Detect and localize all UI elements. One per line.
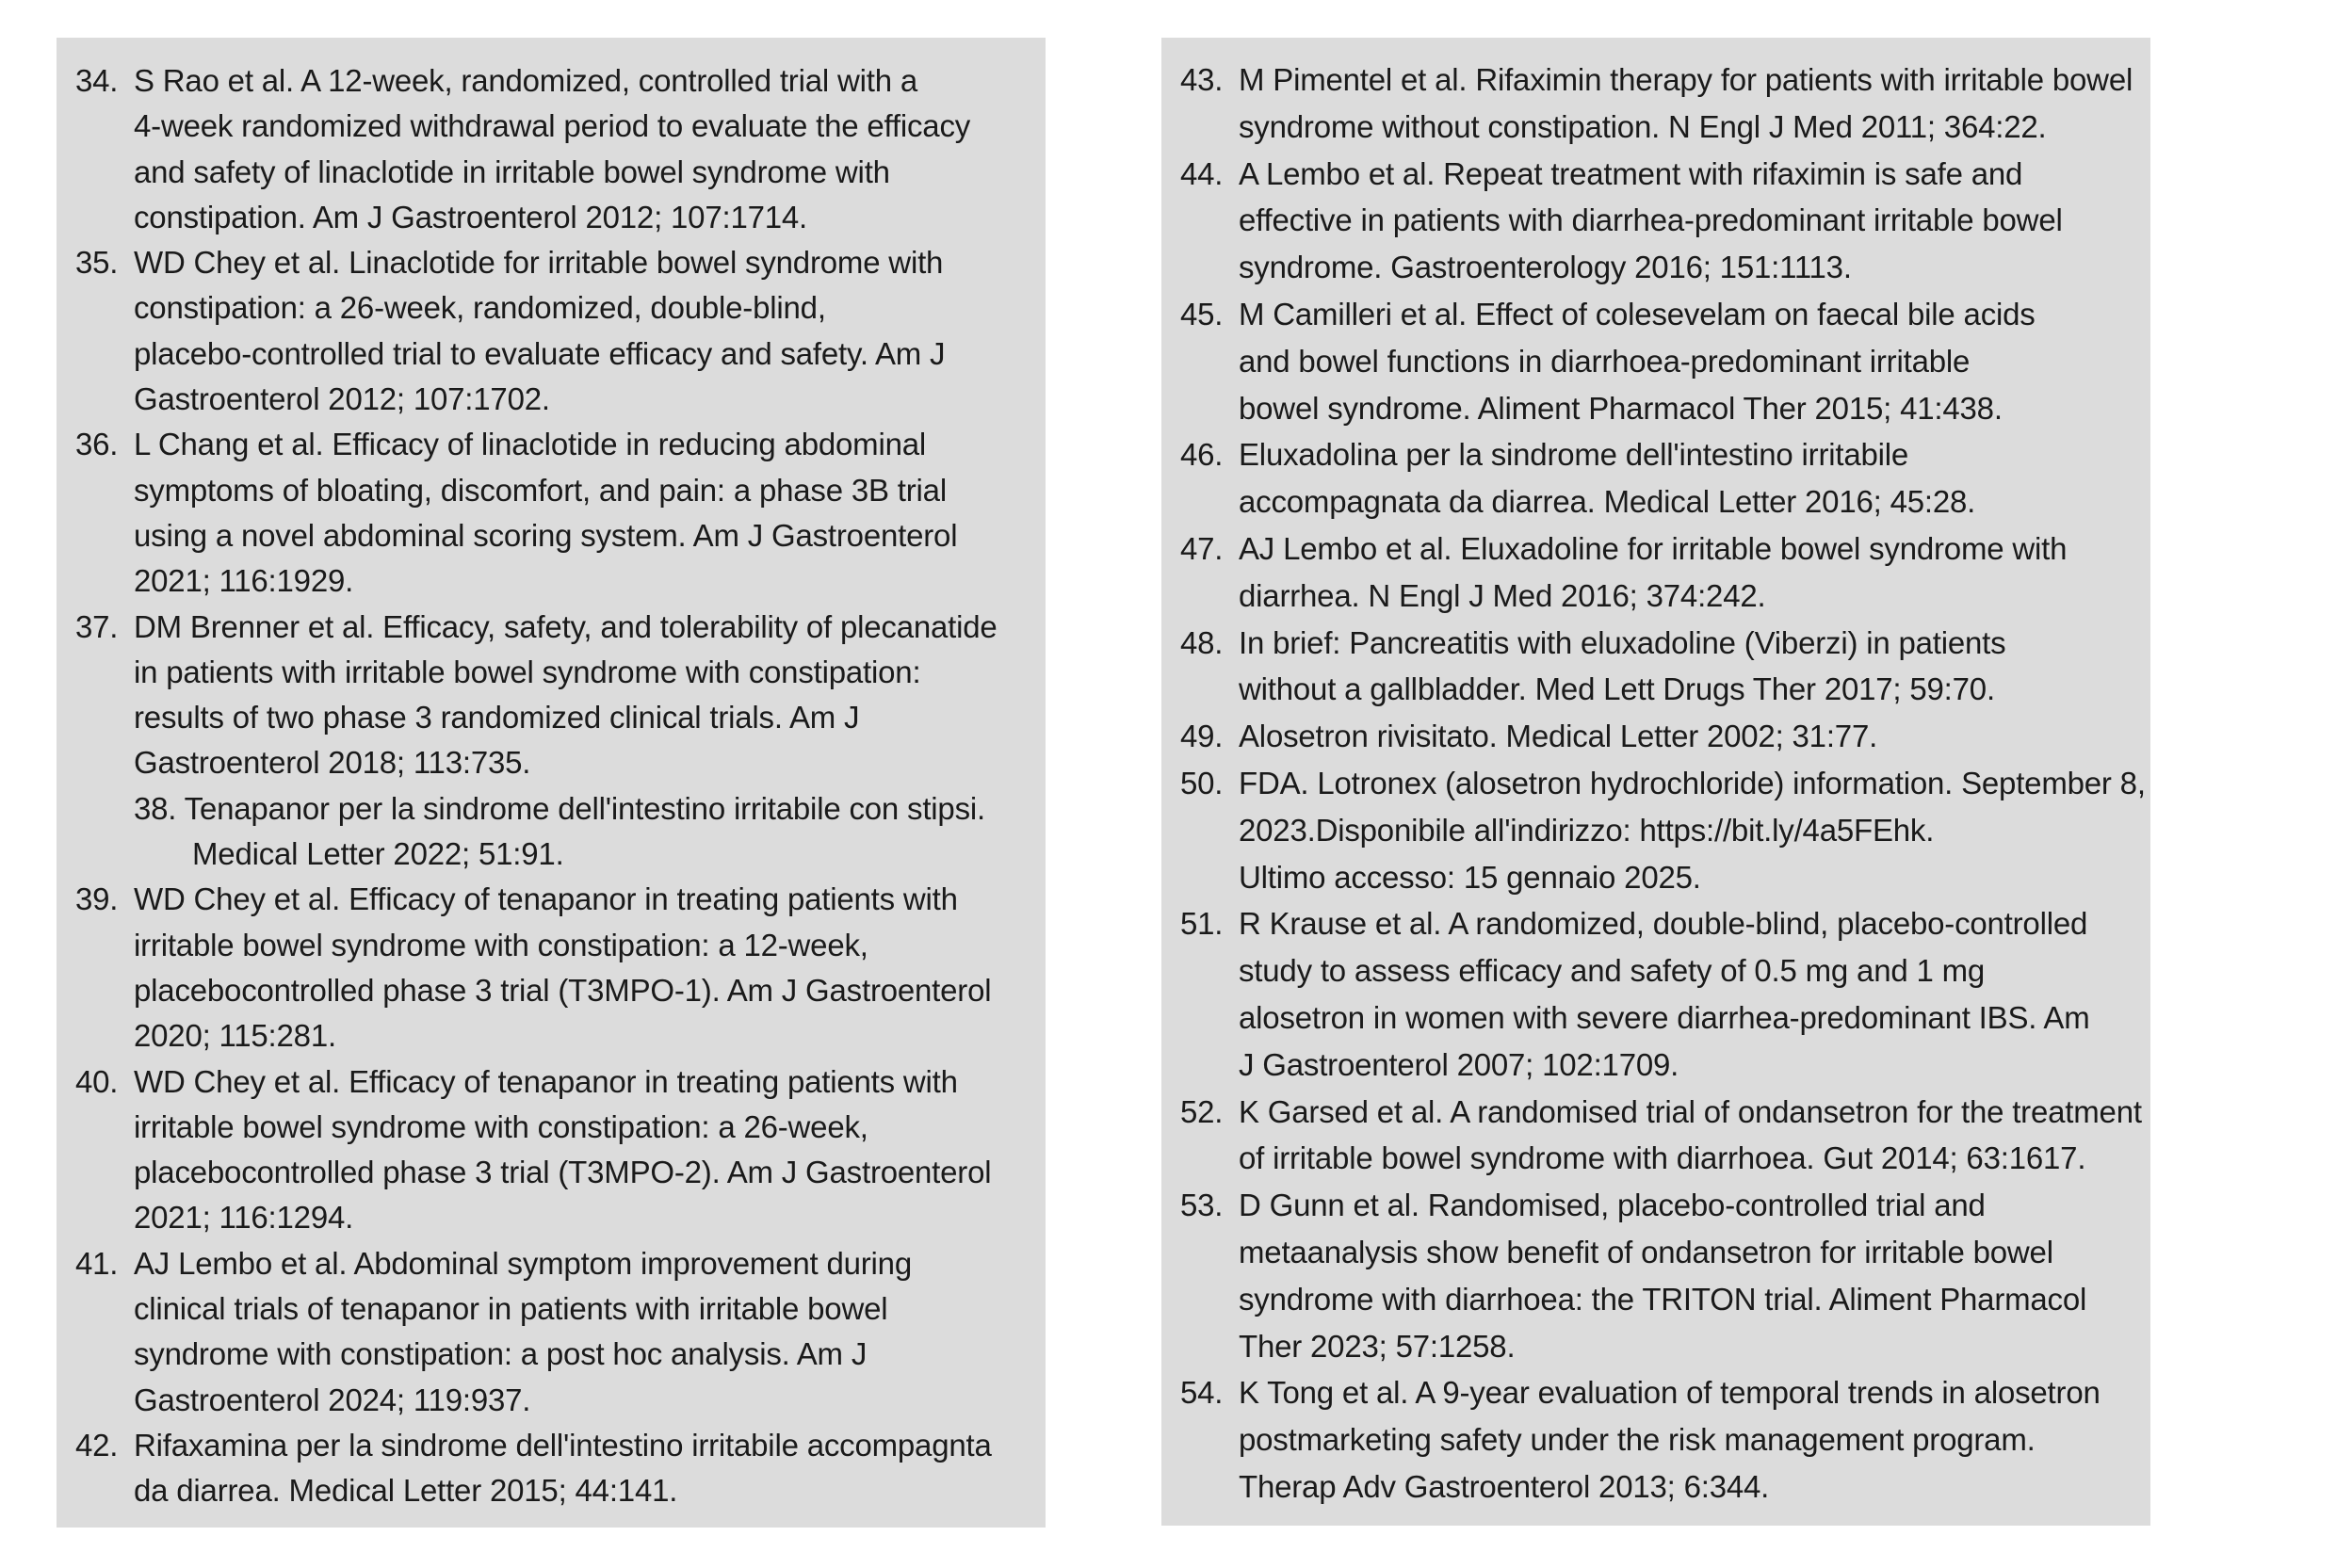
reference-number: 52. — [1180, 1093, 1224, 1129]
reference-line: using a novel abdominal scoring system. Am J Gastroenterol — [134, 517, 958, 553]
reference-line: and safety of linaclotide in irritable bowel syndrome with — [134, 154, 890, 189]
reference-line: M Camilleri et al. Effect of colesevelam on faecal bile acids — [1239, 296, 2036, 331]
reference-item — [1180, 151, 2132, 291]
reference-line: constipation: a 26-week, randomized, double-blind, — [134, 290, 826, 326]
reference-line: 2021; 116:1929. — [134, 563, 354, 599]
reference-text — [1239, 151, 2132, 291]
reference-line: clinical trials of tenapanor in patients with irritable bowel — [134, 1291, 888, 1327]
reference-item — [75, 1059, 1027, 1241]
reference-line: 2021; 116:1294. — [134, 1200, 354, 1236]
reference-item — [1180, 1369, 2132, 1510]
reference-number: 45. — [1180, 296, 1224, 331]
reference-number: 50. — [1180, 765, 1224, 800]
reference-line: D Gunn et al. Randomised, placebo-controlled trial and — [1239, 1188, 1986, 1223]
reference-number: 35. — [75, 245, 119, 281]
reference-line: L Chang et al. Efficacy of linaclotide in reducing abdominal — [134, 427, 927, 462]
reference-line: syndrome without constipation. N Engl J Med 2011; 364:22. — [1239, 108, 2047, 144]
reference-number: 41. — [75, 1245, 119, 1281]
reference-item — [75, 422, 1027, 604]
reference-item — [75, 1241, 1027, 1423]
reference-line: results of two phase 3 randomized clinical trials. Am J — [134, 700, 860, 736]
reference-number: 47. — [1180, 530, 1224, 566]
reference-line: AJ Lembo et al. Abdominal symptom improvement during — [134, 1245, 912, 1281]
reference-line: WD Chey et al. Efficacy of tenapanor in treating patients with — [134, 1063, 958, 1099]
reference-line: Rifaxamina per la sindrome dell'intestino irritabile accompagnta — [134, 1427, 992, 1463]
reference-number: 34. — [75, 63, 119, 98]
reference-number: 40. — [75, 1063, 119, 1099]
reference-line: effective in patients with diarrhea-predominant irritable bowel — [1239, 202, 2063, 238]
reference-number: 54. — [1180, 1375, 1224, 1411]
reference-item — [75, 786, 1027, 878]
reference-line: 2023.Disponibile all'indirizzo: https://bit.ly/4a5FEhk. — [1239, 812, 1935, 848]
reference-item — [1180, 620, 2132, 714]
reference-line: Tenapanor per la sindrome dell'intestino irritabile con stipsi. — [184, 790, 985, 826]
reference-line: S Rao et al. A 12-week, randomized, controlled trial with a — [134, 63, 917, 98]
reference-text — [134, 422, 1027, 604]
reference-line: Medical Letter 2022; 51:91. — [192, 836, 564, 872]
reference-list-right — [1180, 57, 2146, 1511]
reference-text — [134, 1241, 1027, 1423]
reference-number: 51. — [1180, 906, 1224, 942]
reference-item — [75, 877, 1027, 1059]
reference-line: J Gastroenterol 2007; 102:1709. — [1239, 1046, 1679, 1082]
reference-number: 49. — [1180, 719, 1224, 754]
reference-line: alosetron in women with severe diarrhea-predominant IBS. Am — [1239, 999, 2090, 1035]
reference-number: 48. — [1180, 624, 1224, 660]
reference-list-left — [75, 58, 1027, 1514]
reference-text — [134, 58, 1027, 240]
reference-item — [1180, 291, 2132, 431]
reference-line: syndrome with diarrhoea: the TRITON trial. Aliment Pharmacol — [1239, 1281, 2087, 1317]
reference-line: syndrome. Gastroenterology 2016; 151:1113. — [1239, 250, 1852, 285]
reference-number: 37. — [75, 608, 119, 644]
reference-number: 44. — [1180, 155, 1224, 191]
reference-line: In brief: Pancreatitis with eluxadoline (Viberzi) in patients — [1239, 624, 2006, 660]
reference-line: Gastroenterol 2012; 107:1702. — [134, 381, 550, 417]
reference-line: without a gallbladder. Med Lett Drugs Ther 2017; 59:70. — [1239, 671, 1995, 707]
reference-line: WD Chey et al. Efficacy of tenapanor in treating patients with — [134, 881, 958, 917]
reference-number: 42. — [75, 1427, 119, 1463]
reference-text — [134, 605, 1027, 786]
reference-line: Alosetron rivisitato. Medical Letter 2002; 31:77. — [1239, 719, 1878, 754]
reference-number: 39. — [75, 881, 119, 917]
reference-line: Eluxadolina per la sindrome dell'intestino irritabile — [1239, 437, 1909, 473]
reference-line: placebocontrolled phase 3 trial (T3MPO-1). Am J Gastroenterol — [134, 972, 992, 1008]
reference-line: DM Brenner et al. Efficacy, safety, and tolerability of plecanatide — [134, 608, 998, 644]
reference-line: 4-week randomized withdrawal period to evaluate the efficacy — [134, 108, 971, 144]
reference-text — [1239, 1089, 2142, 1183]
reference-line: syndrome with constipation: a post hoc analysis. Am J — [134, 1336, 868, 1372]
reference-text — [1239, 57, 2132, 151]
reference-line: placebocontrolled phase 3 trial (T3MPO-2). Am J Gastroenterol — [134, 1155, 992, 1190]
reference-line: of irritable bowel syndrome with diarrhoea. Gut 2014; 63:1617. — [1239, 1140, 2086, 1176]
reference-text — [1239, 620, 2132, 714]
reference-line: symptoms of bloating, discomfort, and pain: a phase 3B trial — [134, 472, 947, 508]
reference-line: A Lembo et al. Repeat treatment with rifaximin is safe and — [1239, 155, 2023, 191]
reference-line: diarrhea. N Engl J Med 2016; 374:242. — [1239, 577, 1766, 613]
reference-line: accompagnata da diarrea. Medical Letter 2016; 45:28. — [1239, 484, 1976, 520]
reference-text — [134, 877, 1027, 1059]
reference-item — [1180, 431, 2132, 525]
reference-line: Ther 2023; 57:1258. — [1239, 1328, 1516, 1364]
reference-line: WD Chey et al. Linaclotide for irritable bowel syndrome with — [134, 245, 944, 281]
reference-text — [1239, 713, 2132, 760]
reference-text — [1239, 525, 2132, 620]
reference-number: 36. — [75, 427, 119, 462]
reference-item — [1180, 900, 2132, 1088]
reference-text — [134, 1059, 1027, 1241]
reference-line: Therap Adv Gastroenterol 2013; 6:344. — [1239, 1468, 1770, 1504]
reference-item — [1180, 1089, 2142, 1183]
reference-line: in patients with irritable bowel syndrome with constipation: — [134, 654, 921, 689]
reference-item — [1180, 713, 2132, 760]
reference-line: postmarketing safety under the risk management program. — [1239, 1422, 2036, 1458]
reference-line: constipation. Am J Gastroenterol 2012; 107:1714. — [134, 199, 808, 234]
reference-line: Gastroenterol 2018; 113:735. — [134, 745, 531, 781]
reference-item — [75, 58, 1027, 240]
reference-line: K Tong et al. A 9-year evaluation of temporal trends in alosetron — [1239, 1375, 2101, 1411]
reference-line: 2020; 115:281. — [134, 1018, 336, 1054]
reference-text — [134, 240, 1027, 422]
reference-text — [134, 1423, 1027, 1514]
reference-number: 46. — [1180, 437, 1224, 473]
reference-line: AJ Lembo et al. Eluxadoline for irritable bowel syndrome with — [1239, 530, 2068, 566]
reference-line: metaanalysis show benefit of ondansetron for irritable bowel — [1239, 1234, 2053, 1269]
reference-item — [75, 240, 1027, 422]
reference-item — [1180, 760, 2146, 900]
reference-line: and bowel functions in diarrhoea-predominant irritable — [1239, 343, 1971, 379]
reference-item — [1180, 1182, 2132, 1369]
reference-line: Gastroenterol 2024; 119:937. — [134, 1382, 531, 1417]
reference-number: 43. — [1180, 62, 1224, 97]
reference-item — [75, 1423, 1027, 1514]
reference-text — [1239, 1182, 2132, 1369]
references-panel-right — [1161, 38, 2150, 1526]
reference-line: bowel syndrome. Aliment Pharmacol Ther 2015; 41:438. — [1239, 390, 2003, 426]
reference-text — [1239, 291, 2132, 431]
reference-text — [1239, 431, 2132, 525]
reference-text — [1239, 760, 2146, 900]
reference-line: placebo-controlled trial to evaluate efficacy and safety. Am J — [134, 335, 946, 371]
reference-item — [1180, 57, 2132, 151]
reference-number: 38. — [134, 790, 177, 826]
reference-text — [1239, 900, 2132, 1088]
reference-line: M Pimentel et al. Rifaximin therapy for patients with irritable bowel — [1239, 62, 2133, 97]
reference-line: FDA. Lotronex (alosetron hydrochloride) information. September 8, — [1239, 765, 2146, 800]
reference-item — [1180, 525, 2132, 620]
reference-number: 53. — [1180, 1188, 1224, 1223]
reference-text — [1239, 1369, 2132, 1510]
reference-line: da diarrea. Medical Letter 2015; 44:141. — [134, 1473, 678, 1509]
reference-line: irritable bowel syndrome with constipation: a 12-week, — [134, 927, 868, 962]
reference-line: study to assess efficacy and safety of 0.5 mg and 1 mg — [1239, 953, 1986, 989]
references-panel-left — [57, 38, 1046, 1528]
reference-line: irritable bowel syndrome with constipation: a 26-week, — [134, 1108, 868, 1144]
reference-item — [75, 605, 1027, 786]
reference-line: R Krause et al. A randomized, double-blind, placebo-controlled — [1239, 906, 2088, 942]
reference-line: Ultimo accesso: 15 gennaio 2025. — [1239, 859, 1701, 895]
reference-line: K Garsed et al. A randomised trial of ondansetron for the treatment — [1239, 1093, 2142, 1129]
